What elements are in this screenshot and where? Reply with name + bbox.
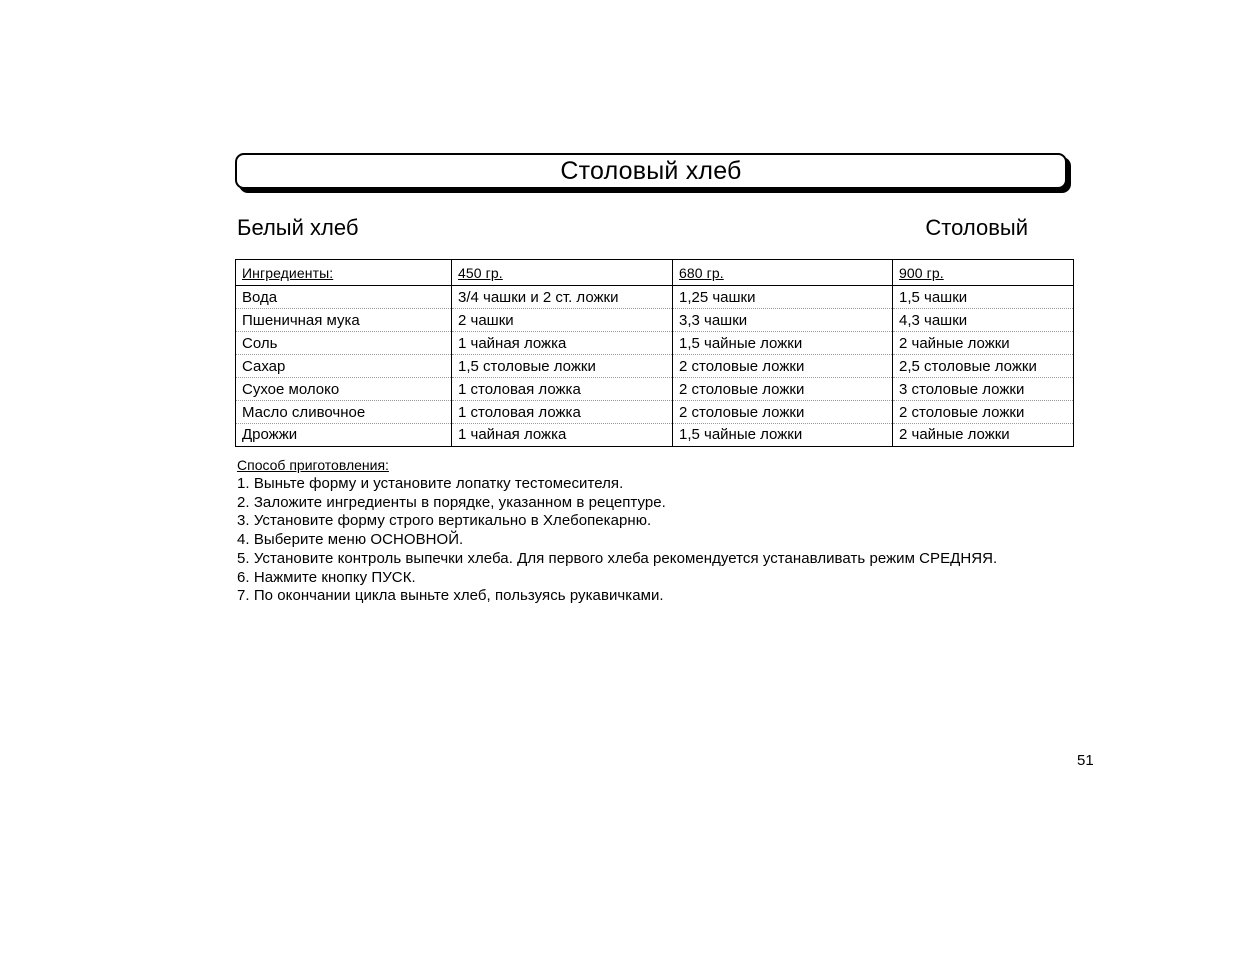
- amount-680g: 1,5 чайные ложки: [673, 332, 893, 355]
- method-steps-list: [237, 475, 997, 606]
- amount-900g: 3 столовые ложки: [893, 378, 1074, 401]
- method-step: 2. Заложите ингредиенты в порядке, указанном в рецептуре.: [237, 493, 666, 511]
- ingredient-name: Сухое молоко: [236, 378, 452, 401]
- amount-450g: 3/4 чашки и 2 ст. ложки: [452, 286, 673, 309]
- amount-450g: 1,5 столовые ложки: [452, 355, 673, 378]
- bread-type-heading: Белый хлеб: [237, 215, 359, 240]
- ingredients-table: [235, 259, 1074, 447]
- table-row: [236, 286, 1074, 309]
- table-row: [236, 378, 1074, 401]
- title-banner: [235, 153, 1067, 189]
- page-number: 51: [1077, 752, 1094, 769]
- page-title: Столовый хлеб: [560, 157, 742, 185]
- header-680g: 680 гр.: [673, 260, 893, 286]
- program-heading: Столовый: [925, 215, 1028, 240]
- amount-680g: 2 столовые ложки: [673, 401, 893, 424]
- ingredient-name: Дрожжи: [236, 424, 452, 447]
- amount-680g: 2 столовые ложки: [673, 355, 893, 378]
- ingredient-name: Вода: [236, 286, 452, 309]
- method-step: 4. Выберите меню ОСНОВНОЙ.: [237, 531, 464, 549]
- amount-450g: 2 чашки: [452, 309, 673, 332]
- amount-680g: 1,25 чашки: [673, 286, 893, 309]
- table-row: [236, 424, 1074, 447]
- method-step: 1. Выньте форму и установите лопатку тестомесителя.: [237, 475, 624, 492]
- method-step: 3. Установите форму строго вертикально в Хлебопекарню.: [237, 512, 652, 530]
- amount-450g: 1 чайная ложка: [452, 332, 673, 355]
- amount-900g: 1,5 чашки: [893, 286, 1074, 309]
- table-header-row: [236, 260, 1074, 286]
- table-row: [236, 355, 1074, 378]
- table-row: [236, 332, 1074, 355]
- method-heading: Способ приготовления:: [237, 457, 389, 473]
- amount-900g: 2 столовые ложки: [893, 401, 1074, 424]
- ingredient-name: Масло сливочное: [236, 401, 452, 424]
- header-ingredients: Ингредиенты:: [236, 260, 452, 286]
- method-step: 7. По окончании цикла выньте хлеб, пользуясь рукавичками.: [237, 587, 664, 605]
- amount-680g: 2 столовые ложки: [673, 378, 893, 401]
- method-step: 6. Нажмите кнопку ПУСК.: [237, 568, 416, 586]
- amount-900g: 2,5 столовые ложки: [893, 355, 1074, 378]
- header-900g: 900 гр.: [893, 260, 1074, 286]
- method-step: 5. Установите контроль выпечки хлеба. Для первого хлеба рекомендуется устанавливать режим СРЕДНЯЯ.: [237, 549, 998, 567]
- header-450g: 450 гр.: [452, 260, 673, 286]
- amount-900g: 4,3 чашки: [893, 309, 1074, 332]
- amount-680g: 3,3 чашки: [673, 309, 893, 332]
- amount-900g: 2 чайные ложки: [893, 424, 1074, 447]
- preparation-method: [237, 457, 997, 606]
- table-row: [236, 401, 1074, 424]
- ingredient-name: Соль: [236, 332, 452, 355]
- amount-680g: 1,5 чайные ложки: [673, 424, 893, 447]
- amount-450g: 1 чайная ложка: [452, 424, 673, 447]
- amount-450g: 1 столовая ложка: [452, 378, 673, 401]
- table-row: [236, 309, 1074, 332]
- ingredient-name: Пшеничная мука: [236, 309, 452, 332]
- ingredient-name: Сахар: [236, 355, 452, 378]
- amount-450g: 1 столовая ложка: [452, 401, 673, 424]
- amount-900g: 2 чайные ложки: [893, 332, 1074, 355]
